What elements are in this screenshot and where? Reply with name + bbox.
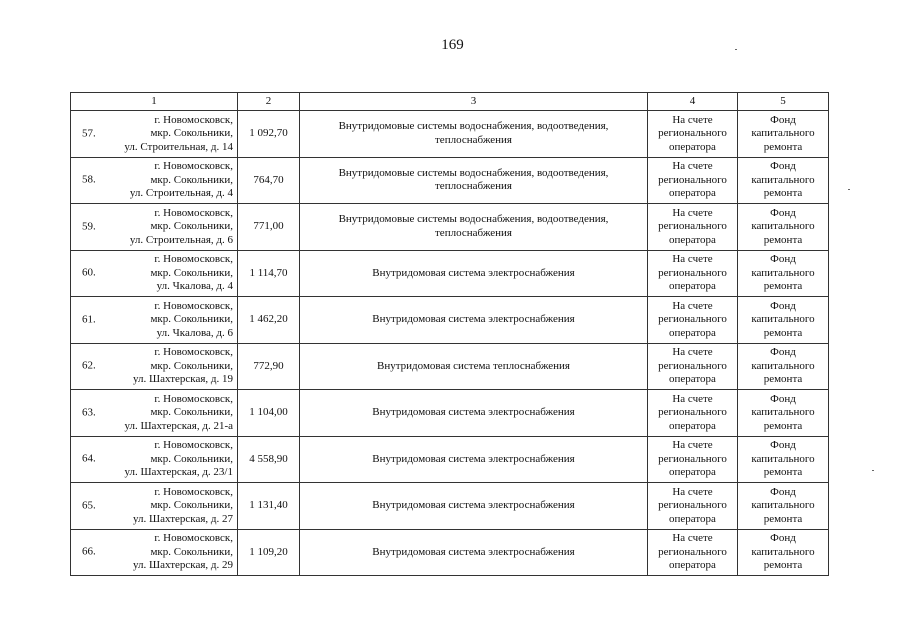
fund-line: ремонта: [763, 187, 803, 199]
table-row: [71, 250, 829, 297]
operator-line: На счете: [672, 113, 713, 126]
system-text: Внутридомовая система электроснабжения: [372, 545, 575, 558]
fund-line: ремонта: [763, 419, 803, 432]
table-row: [71, 529, 829, 576]
operator-cell: [648, 157, 738, 204]
system-cell: [300, 250, 648, 297]
operator-line: На счете: [672, 485, 713, 498]
operator-line: регионального: [658, 266, 727, 279]
operator-line: оператора: [669, 326, 716, 339]
operator-line: На счете: [672, 532, 713, 544]
operator-line: регионального: [658, 545, 727, 558]
fund-line: Фонд: [770, 206, 796, 219]
fund-line: ремонта: [763, 280, 803, 292]
operator-line: На счете: [672, 253, 713, 265]
address-line: г. Новомосковск,: [154, 392, 233, 405]
table-body: [71, 111, 829, 576]
operator-line: регионального: [658, 499, 727, 511]
address-line: г. Новомосковск,: [154, 532, 233, 544]
area-cell: 1 131,40: [238, 483, 300, 530]
address-line: ул. Чкалова, д. 6: [156, 326, 233, 339]
operator-line: регионального: [658, 406, 727, 418]
column-header-5: 5: [738, 93, 829, 111]
address-cell: [71, 204, 238, 251]
system-cell: [300, 390, 648, 437]
address-line: ул. Строительная, д. 4: [129, 187, 233, 199]
row-number: 61.: [82, 313, 96, 325]
address-cell: [71, 529, 238, 576]
address-cell: [71, 250, 238, 297]
table-row: [71, 390, 829, 437]
area-cell: 1 109,20: [238, 529, 300, 576]
fund-line: капитального: [751, 313, 815, 325]
operator-line: регионального: [658, 359, 727, 372]
table-row: [71, 436, 829, 483]
address-cell: [71, 436, 238, 483]
system-text: Внутридомовая система электроснабжения: [372, 406, 575, 418]
fund-line: ремонта: [763, 326, 803, 339]
system-text: Внутридомовые системы водоснабжения, водоотведения, теплоснабжения: [338, 166, 609, 193]
operator-line: На счете: [672, 206, 713, 219]
fund-line: ремонта: [763, 512, 803, 525]
operator-line: На счете: [672, 299, 713, 312]
table-row: [71, 204, 829, 251]
fund-line: капитального: [751, 173, 815, 186]
address-line: ул. Чкалова, д. 4: [156, 280, 233, 292]
row-number: 64.: [82, 452, 96, 465]
table-row: [71, 483, 829, 530]
address-cell: [71, 483, 238, 530]
row-number: 60.: [82, 266, 96, 279]
system-text: Внутридомовая система электроснабжения: [372, 266, 575, 279]
system-cell: [300, 483, 648, 530]
row-number: 66.: [82, 545, 96, 558]
fund-cell: [738, 157, 829, 204]
table-row: [71, 157, 829, 204]
table-header: [71, 93, 829, 111]
address-cell: [71, 157, 238, 204]
fund-cell: [738, 343, 829, 390]
fund-line: капитального: [751, 220, 815, 232]
operator-line: оператора: [669, 419, 716, 432]
fund-line: Фонд: [770, 439, 796, 451]
fund-line: ремонта: [763, 373, 803, 385]
address-line: г. Новомосковск,: [154, 113, 233, 126]
fund-line: капитального: [751, 452, 815, 465]
address-line: г. Новомосковск,: [154, 346, 233, 358]
system-cell: [300, 436, 648, 483]
operator-line: На счете: [672, 439, 713, 451]
operator-line: оператора: [669, 559, 716, 571]
address-line: ул. Шахтерская, д. 27: [133, 512, 233, 525]
address-cell: [71, 111, 238, 158]
address-line: ул. Строительная, д. 14: [124, 140, 233, 153]
fund-line: ремонта: [763, 233, 803, 246]
row-number: 65.: [82, 499, 96, 511]
system-cell: [300, 111, 648, 158]
table-row: [71, 111, 829, 158]
fund-line: ремонта: [763, 559, 803, 571]
system-cell: [300, 529, 648, 576]
operator-cell: [648, 483, 738, 530]
scan-speck: [872, 470, 874, 471]
address-line: ул. Шахтерская, д. 21-а: [124, 419, 233, 432]
address-cell: [71, 343, 238, 390]
fund-line: Фонд: [770, 160, 796, 172]
column-header-4: 4: [648, 93, 738, 111]
row-number: 58.: [82, 173, 96, 186]
fund-line: капитального: [751, 499, 815, 511]
column-header-1: 1: [71, 93, 238, 111]
system-text: Внутридомовая система электроснабжения: [372, 313, 575, 325]
address-line: г. Новомосковск,: [154, 299, 233, 312]
system-text: Внутридомовые системы водоснабжения, водоотведения, теплоснабжения: [338, 120, 609, 146]
system-cell: [300, 157, 648, 204]
system-text: Внутридомовая система электроснабжения: [372, 499, 575, 511]
fund-cell: [738, 436, 829, 483]
row-number: 62.: [82, 359, 96, 372]
operator-line: регионального: [658, 220, 727, 232]
area-cell: 1 462,20: [238, 297, 300, 344]
fund-cell: [738, 111, 829, 158]
fund-line: Фонд: [770, 346, 796, 358]
operator-line: На счете: [672, 346, 713, 358]
address-line: мкр. Сокольники,: [150, 127, 233, 139]
fund-line: ремонта: [763, 140, 803, 153]
system-cell: [300, 204, 648, 251]
operator-cell: [648, 250, 738, 297]
operator-line: оператора: [669, 466, 716, 478]
operator-cell: [648, 436, 738, 483]
scan-speck: [848, 189, 850, 190]
fund-line: Фонд: [770, 299, 796, 312]
header-row: [71, 93, 829, 111]
table-row: [71, 297, 829, 344]
operator-line: оператора: [669, 140, 716, 153]
operator-line: На счете: [672, 392, 713, 405]
fund-line: Фонд: [770, 253, 796, 265]
fund-cell: [738, 390, 829, 437]
system-cell: [300, 297, 648, 344]
fund-line: капитального: [751, 545, 815, 558]
fund-line: Фонд: [770, 113, 796, 126]
system-text: Внутридомовые системы водоснабжения, водоотведения, теплоснабжения: [338, 213, 609, 239]
operator-line: оператора: [669, 512, 716, 525]
fund-cell: [738, 529, 829, 576]
operator-cell: [648, 297, 738, 344]
column-header-3: 3: [300, 93, 648, 111]
address-line: мкр. Сокольники,: [150, 359, 233, 372]
address-line: ул. Строительная, д. 6: [129, 233, 233, 246]
operator-line: оператора: [669, 233, 716, 246]
area-cell: 1 114,70: [238, 250, 300, 297]
address-line: ул. Шахтерская, д. 29: [133, 559, 233, 571]
operator-line: оператора: [669, 187, 716, 199]
fund-line: Фонд: [770, 485, 796, 498]
column-header-2: 2: [238, 93, 300, 111]
system-cell: [300, 343, 648, 390]
address-line: мкр. Сокольники,: [150, 220, 233, 232]
system-text: Внутридомовая система теплоснабжения: [377, 359, 570, 372]
fund-line: ремонта: [763, 466, 803, 478]
area-cell: 1 104,00: [238, 390, 300, 437]
address-line: мкр. Сокольники,: [150, 406, 233, 418]
fund-line: капитального: [751, 406, 815, 418]
address-line: г. Новомосковск,: [154, 439, 233, 451]
operator-line: регионального: [658, 127, 727, 139]
address-cell: [71, 297, 238, 344]
fund-line: капитального: [751, 359, 815, 372]
fund-line: капитального: [751, 266, 815, 279]
area-cell: 764,70: [238, 157, 300, 204]
fund-cell: [738, 297, 829, 344]
operator-line: регионального: [658, 452, 727, 465]
address-line: г. Новомосковск,: [154, 485, 233, 498]
fund-line: Фонд: [770, 392, 796, 405]
fund-cell: [738, 483, 829, 530]
area-cell: 4 558,90: [238, 436, 300, 483]
address-line: г. Новомосковск,: [154, 160, 233, 172]
operator-cell: [648, 111, 738, 158]
operator-line: регионального: [658, 313, 727, 325]
address-line: мкр. Сокольники,: [150, 266, 233, 279]
operator-cell: [648, 390, 738, 437]
area-cell: 771,00: [238, 204, 300, 251]
operator-line: оператора: [669, 373, 716, 385]
operator-cell: [648, 343, 738, 390]
page-number: 169: [441, 37, 464, 53]
operator-line: оператора: [669, 280, 716, 292]
system-text: Внутридомовая система электроснабжения: [372, 452, 575, 465]
address-line: г. Новомосковск,: [154, 253, 233, 265]
area-cell: 772,90: [238, 343, 300, 390]
table-row: [71, 343, 829, 390]
operator-line: На счете: [672, 160, 713, 172]
address-line: мкр. Сокольники,: [150, 499, 233, 511]
registry-table: [70, 92, 829, 576]
address-line: ул. Шахтерская, д. 19: [133, 373, 233, 385]
fund-cell: [738, 204, 829, 251]
address-line: мкр. Сокольники,: [150, 545, 233, 558]
address-line: мкр. Сокольники,: [150, 313, 233, 325]
address-line: г. Новомосковск,: [154, 206, 233, 219]
address-cell: [71, 390, 238, 437]
address-line: мкр. Сокольники,: [150, 173, 233, 186]
fund-line: капитального: [751, 127, 815, 139]
row-number: 59.: [82, 220, 96, 232]
operator-cell: [648, 529, 738, 576]
address-line: мкр. Сокольники,: [150, 452, 233, 465]
fund-line: Фонд: [770, 532, 796, 544]
scan-speck: [735, 49, 737, 50]
address-line: ул. Шахтерская, д. 23/1: [124, 466, 233, 478]
fund-cell: [738, 250, 829, 297]
row-number: 63.: [82, 406, 96, 418]
row-number: 57.: [82, 127, 96, 139]
operator-line: регионального: [658, 173, 727, 186]
area-cell: 1 092,70: [238, 111, 300, 158]
operator-cell: [648, 204, 738, 251]
